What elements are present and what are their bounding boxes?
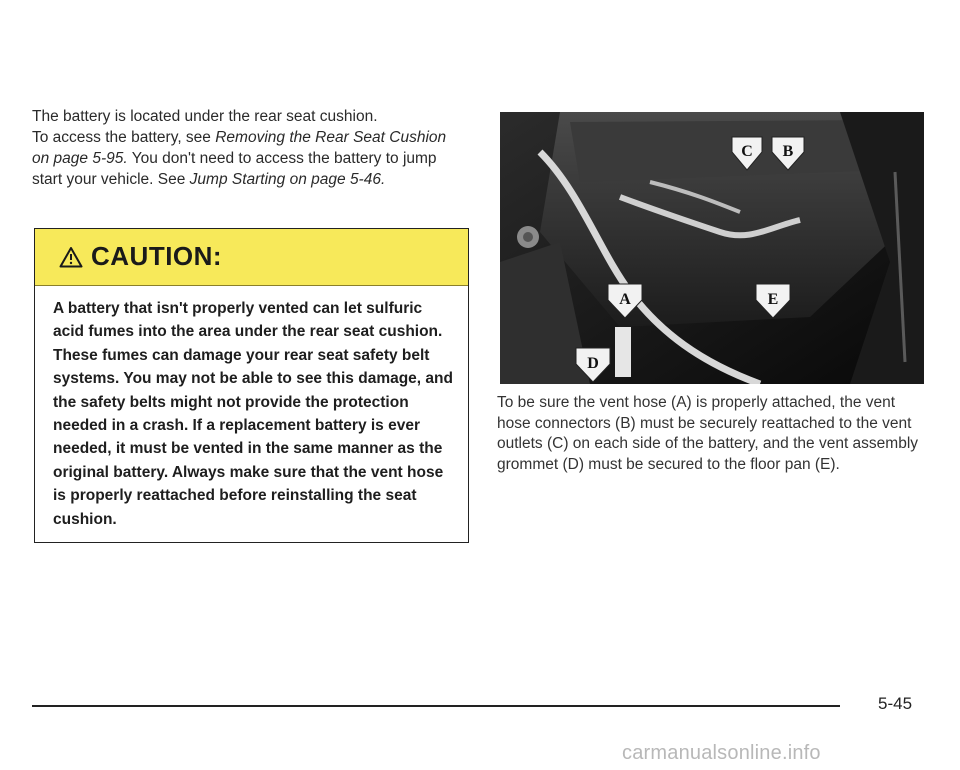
watermark: carmanualsonline.info — [622, 742, 821, 764]
intro-paragraph — [32, 106, 462, 190]
callout-d-label: D — [587, 355, 599, 372]
callout-a-label: A — [619, 291, 631, 308]
callout-b-label: B — [782, 143, 794, 160]
page-number: 5-45 — [878, 694, 913, 713]
callout-e-label: E — [767, 291, 779, 308]
battery-photo-illustration — [500, 112, 924, 384]
ref-jump-starting: Jump Starting on page 5-46. — [189, 171, 386, 188]
caution-body-text: A battery that isn't properly vented can let sulfuric acid fumes into the area under the rear seat cushion. These fumes can damage your rear seat safety belt systems. You may not be able to see this damage, and the safety belts might not provide the protection needed in a crash. If a replacement battery is ever needed, it must be vented in the same manner as the original battery. Always make sure that the vent hose is properly reattached before reinstalling the seat cushion. — [53, 300, 453, 528]
caution-title: CAUTION: — [91, 241, 223, 271]
photo-caption: To be sure the vent hose (A) is properly attached, the vent hose connectors (B) must be securely reattached to the vent outlets (C) on each side of the battery, and the vent assembly grommet (D) must be secured to the floor pan (E). — [497, 394, 919, 473]
caution-header — [35, 229, 468, 286]
vent-grommet — [615, 327, 631, 377]
caution-box — [34, 228, 469, 543]
intro-line-2: To access the battery, see — [32, 129, 211, 146]
intro-line-3: You don't need to access the battery to jump start your vehicle. See — [32, 150, 437, 188]
mounting-bolt-center — [523, 232, 533, 242]
callout-c-label: C — [741, 143, 753, 160]
warning-triangle-icon — [59, 246, 83, 268]
caution-title-row — [59, 241, 222, 272]
battery-photo — [500, 112, 924, 384]
footer-rule — [32, 705, 840, 707]
ref-removing-rear-seat: Removing the Rear Seat Cushion on page 5-95. — [32, 129, 447, 167]
intro-line-1: The battery is located under the rear seat cushion. — [32, 108, 378, 125]
